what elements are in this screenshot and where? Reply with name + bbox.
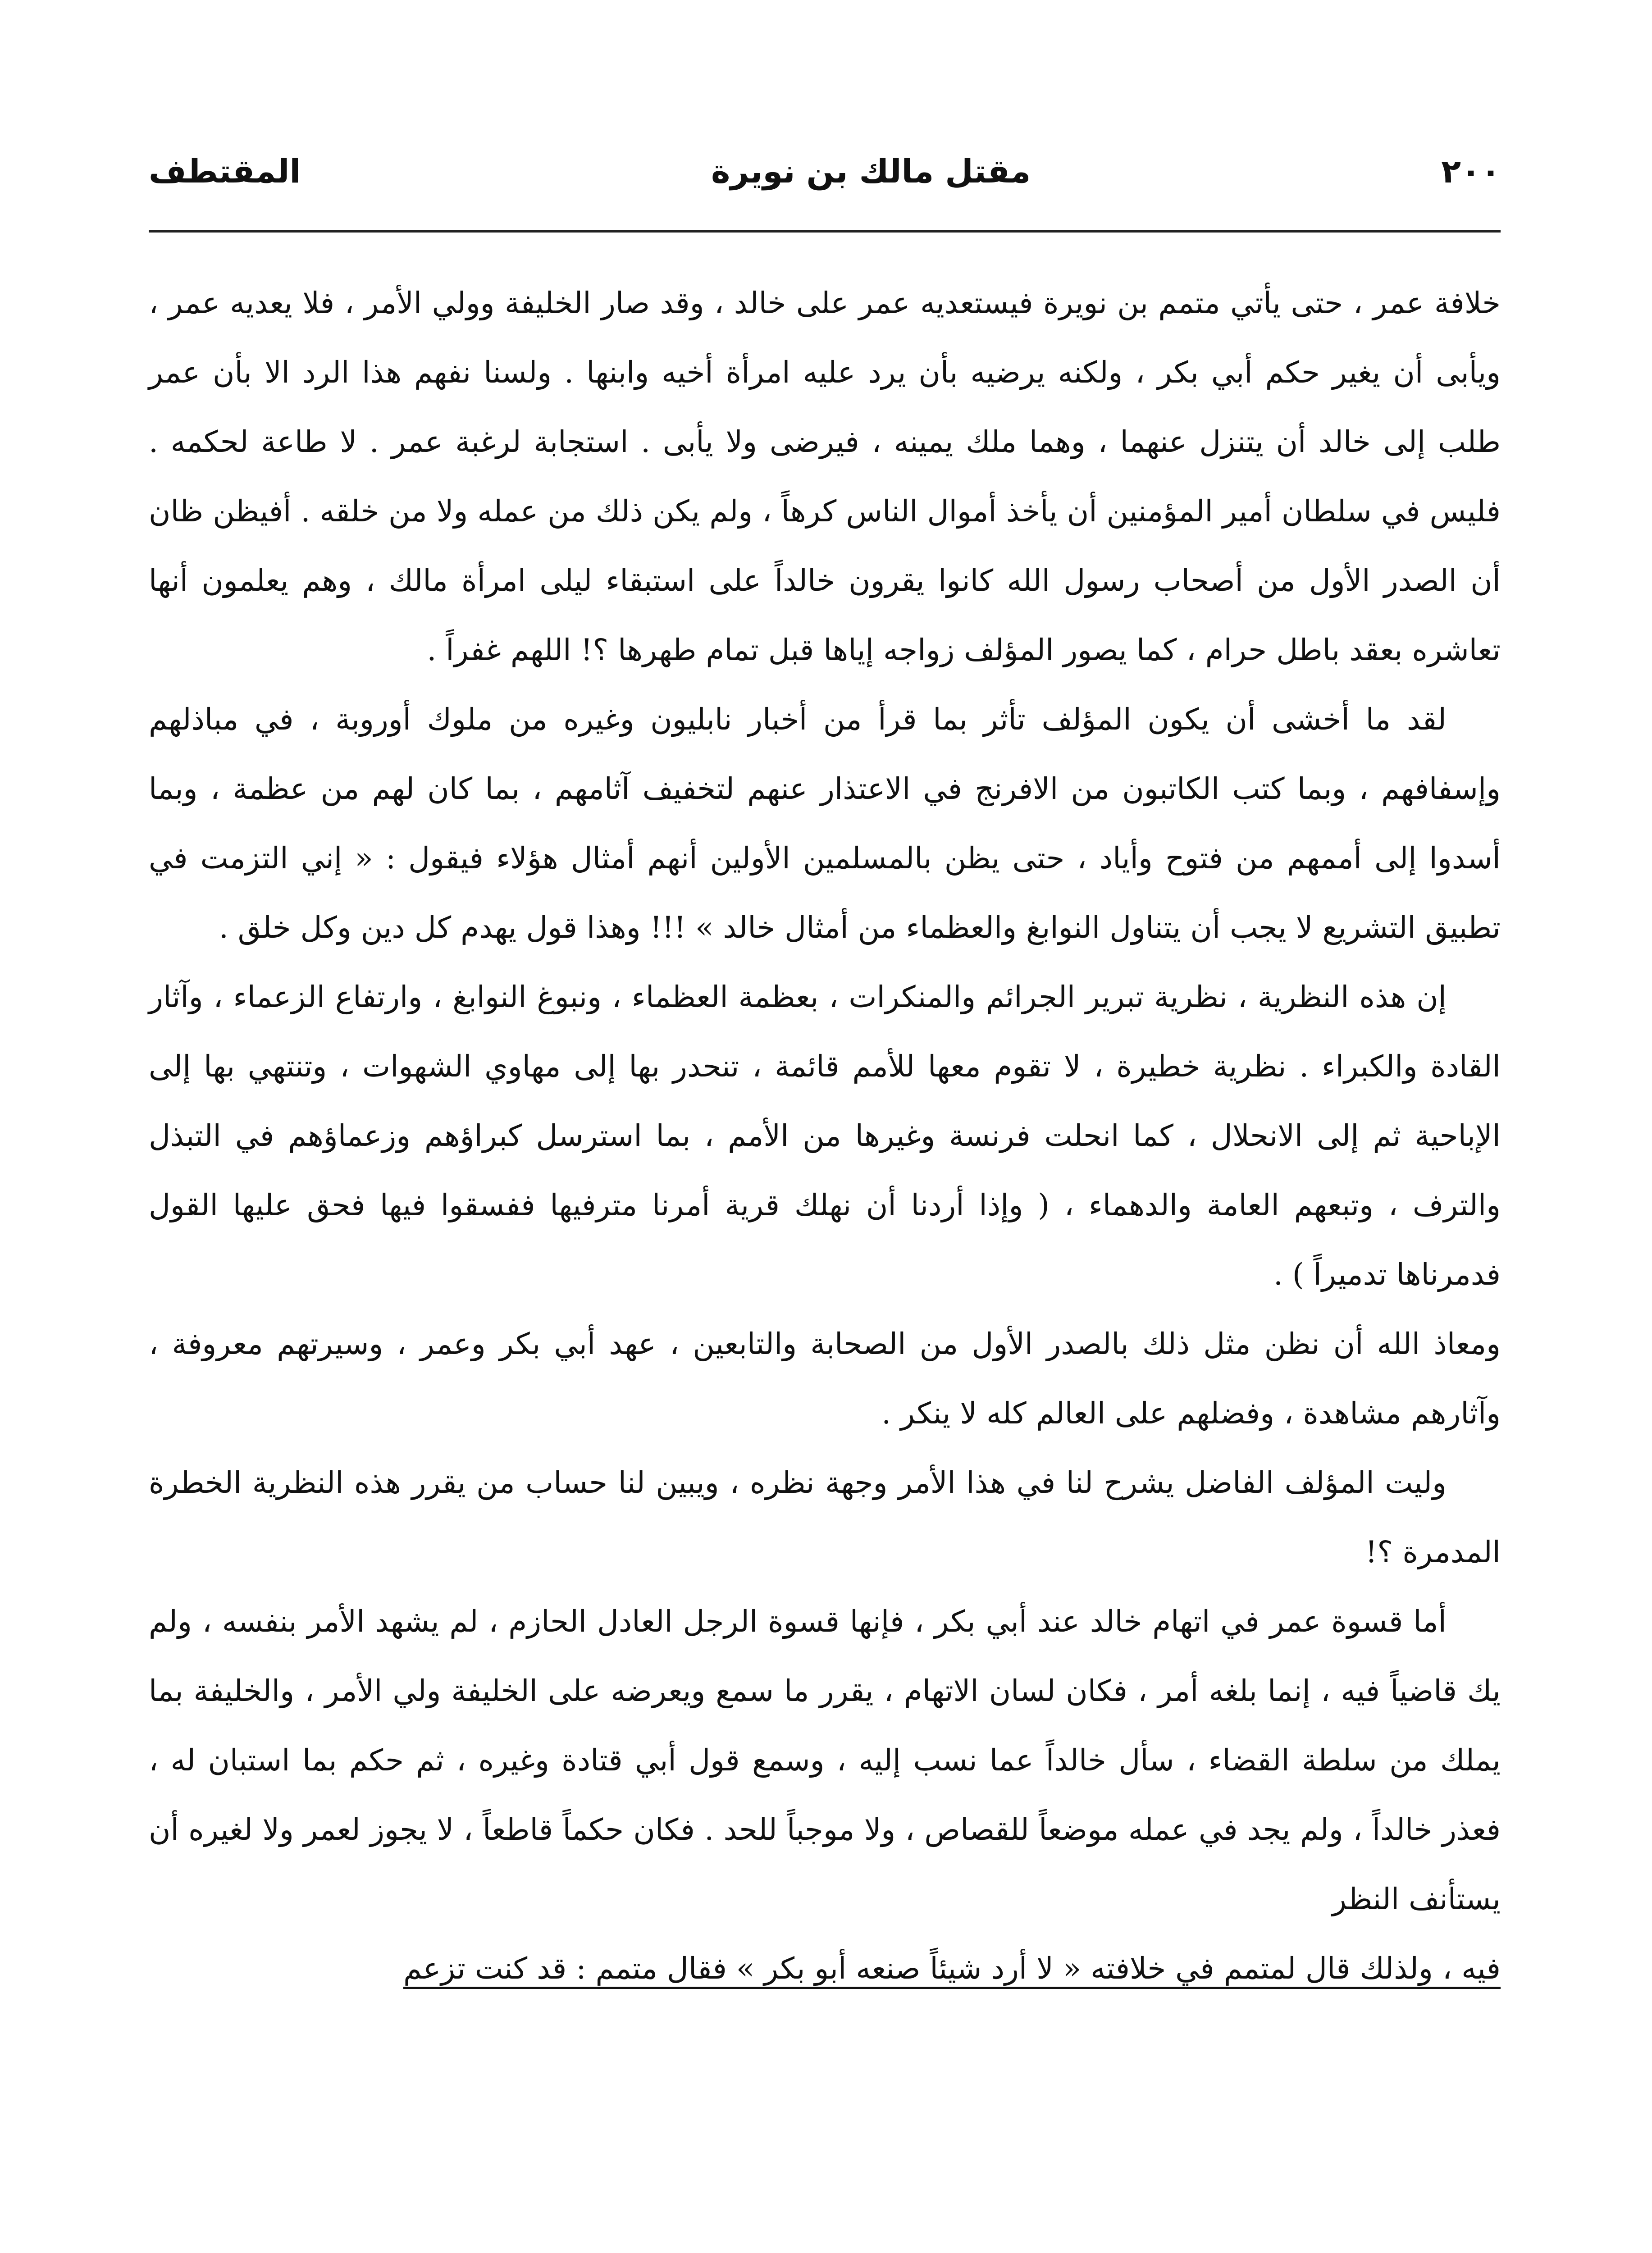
paragraph: وليت المؤلف الفاضل يشرح لنا في هذا الأمر وجهة نظره ، ويبين لنا حساب من يقرر هذه النظرية الخطرة المدمرة ؟! [149, 1465, 1501, 1569]
paragraph: فيه ، ولذلك قال لمتمم في خلافته « لا أرد شيئاً صنعه أبو بكر » فقال متمم : قد كنت تزعم [403, 1951, 1501, 1986]
article-title: مقتل مالك بن نويرة [711, 152, 1031, 190]
page [149, 135, 1501, 2003]
article-body [149, 269, 1501, 2003]
header-rule [149, 230, 1501, 233]
paragraph: لقد ما أخشى أن يكون المؤلف تأثر بما قرأ من أخبار نابليون وغيره من ملوك أوروبة ، في مباذلهم وإسفافهم ، وبما كتب الكاتبون من الافرنج في الاعتذار عنهم لتخفيف آثامهم ، بما كان لهم من عظمة ، وبما أسدوا إلى أممهم من فتوح وأياد ، حتى يظن بالمسلمين الأولين أنهم أمثال هؤلاء فيقول : « إني التزمت في تطبيق التشريع لا يجب أن يتناول النوابغ والعظماء من أمثال خالد » !!! وهذا قول يهدم كل دين وكل خلق . [149, 702, 1501, 945]
paragraph: إن هذه النظرية ، نظرية تبرير الجرائم والمنكرات ، بعظمة العظماء ، ونبوغ النوابغ ، وارتفاع الزعماء ، وآثار القادة والكبراء . نظرية خطيرة ، لا تقوم معها للأمم قائمة ، تنحدر بها إلى مهاوي الشهوات ، وتنتهي بها إلى الإباحية ثم إلى الانحلال ، كما انحلت فرنسة وغيرها من الأمم ، بما استرسل كبراؤهم وزعماؤهم في التبذل والترف ، وتبعهم العامة والدهماء ، ( وإذا أردنا أن نهلك قرية أمرنا مترفيها ففسقوا فيها فحق عليها القول فدمرناها تدميراً ) . [149, 980, 1501, 1292]
journal-name: المقتطف [149, 152, 301, 190]
paragraph: ومعاذ الله أن نظن مثل ذلك بالصدر الأول من الصحابة والتابعين ، عهد أبي بكر وعمر ، وسيرتهم معروفة ، وآثارهم مشاهدة ، وفضلهم على العالم كله لا ينكر . [149, 1327, 1501, 1431]
page-header [149, 135, 1501, 207]
paragraph: خلافة عمر ، حتى يأتي متمم بن نويرة فيستعديه عمر على خالد ، وقد صار الخليفة وولي الأمر ، فلا يعديه عمر ، ويأبى أن يغير حكم أبي بكر ، ولكنه يرضيه بأن يرد عليه امرأة أخيه وابنها . ولسنا نفهم هذا الرد الا بأن عمر طلب إلى خالد أن يتنزل عنهما ، وهما ملك يمينه ، فيرضى ولا يأبى . استجابة لرغبة عمر . لا طاعة لحكمه . فليس في سلطان أمير المؤمنين أن يأخذ أموال الناس كرهاً ، ولم يكن ذلك من عمله ولا من خلقه . أفيظن ظان أن الصدر الأول من أصحاب رسول الله كانوا يقرون خالداً على استبقاء ليلى امرأة مالك ، وهم يعلمون أنها تعاشره بعقد باطل حرام ، كما يصور المؤلف زواجه إياها قبل تمام طهرها ؟! اللهم غفراً . [149, 286, 1501, 667]
paragraph: أما قسوة عمر في اتهام خالد عند أبي بكر ، فإنها قسوة الرجل العادل الحازم ، لم يشهد الأمر بنفسه ، ولم يك قاضياً فيه ، إنما بلغه أمر ، فكان لسان الاتهام ، يقرر ما سمع ويعرضه على الخليفة ولي الأمر ، والخليفة بما يملك من سلطة القضاء ، سأل خالداً عما نسب إليه ، وسمع قول أبي قتادة وغيره ، ثم حكم بما استبان له ، فعذر خالداً ، ولم يجد في عمله موضعاً للقصاص ، ولا موجباً للحد . فكان حكماً قاطعاً ، لا يجوز لعمر ولا لغيره أن يستأنف النظر [149, 1604, 1501, 1916]
page-number: ٢٠٠ [1441, 152, 1501, 190]
